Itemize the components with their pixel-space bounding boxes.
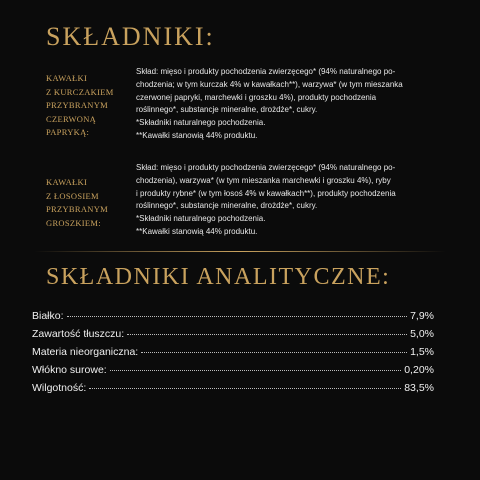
variant-salmon-composition — [136, 162, 436, 239]
label-line: Z KURCZAKIEM — [46, 86, 114, 97]
variant-chicken-label — [46, 72, 126, 140]
analysis-row-fibre — [32, 364, 434, 382]
analysis-label: Wilgotność: — [32, 382, 87, 394]
analysis-row-moisture — [32, 382, 434, 400]
analysis-value: 83,5% — [404, 382, 434, 394]
analysis-label: Włókno surowe: — [32, 364, 107, 376]
analysis-label: Materia nieorganiczna: — [32, 346, 139, 358]
composition-line: Skład: mięso i produkty pochodzenia zwierzęcego* (94% naturalnego po- — [136, 67, 396, 76]
analysis-label: Zawartość tłuszczu: — [32, 328, 125, 340]
composition-line: roślinnego*, substancje mineralne, drożdże*, cukry. — [136, 105, 318, 115]
label-line: PAPRYKĄ: — [46, 127, 90, 137]
analysis-value: 5,0% — [410, 328, 434, 340]
analysis-row-fat — [32, 328, 434, 346]
dot-leader — [110, 370, 402, 371]
composition-title: SKŁADNIKI: — [46, 22, 215, 51]
composition-footnote: *Składniki naturalnego pochodzenia. — [136, 214, 266, 224]
variant-chicken-composition — [136, 66, 436, 143]
composition-footnote: **Kawałki stanowią 44% produktu. — [136, 130, 258, 140]
label-line: PRZYBRANYM — [46, 204, 109, 214]
gold-divider — [34, 251, 446, 252]
analysis-label: Białko: — [32, 310, 64, 322]
label-line: GROSZKIEM: — [46, 217, 101, 228]
variant-salmon-label — [46, 176, 126, 230]
composition-line: i produkty rybne* (w tym łosoś 4% w kawałkach**), produkty pochodzenia — [136, 188, 396, 198]
composition-line: czerwonej papryki, marchewki i groszku 4%), produkty pochodzenia — [136, 92, 377, 102]
composition-line: Skład: mięso i produkty pochodzenia zwierzęcego* (94% naturalnego po- — [136, 163, 396, 172]
analysis-value: 7,9% — [410, 310, 434, 322]
composition-line: chodzenia; w tym kurczak 4% w kawałkach**), warzywa* (w tym mieszanka — [136, 79, 403, 89]
label-line: KAWAŁKI — [46, 177, 88, 187]
analysis-value: 1,5% — [410, 346, 434, 358]
label-line: CZERWONĄ — [46, 113, 97, 124]
composition-footnote: **Kawałki stanowią 44% produktu. — [136, 226, 258, 236]
label-line: Z ŁOSOSIEM — [46, 190, 99, 201]
composition-footnote: *Składniki naturalnego pochodzenia. — [136, 118, 266, 128]
dot-leader — [141, 352, 407, 353]
label-line: PRZYBRANYM — [46, 100, 109, 110]
analysis-table — [32, 310, 434, 400]
dot-leader — [89, 388, 401, 389]
dot-leader — [127, 334, 407, 335]
analysis-value: 0,20% — [404, 364, 434, 376]
composition-line: roślinnego*, substancje mineralne, drożdże*, cukry. — [136, 201, 318, 211]
label-line: KAWAŁKI — [46, 73, 88, 83]
analysis-title: SKŁADNIKI ANALITYCZNE: — [46, 264, 391, 290]
analysis-row-ash — [32, 346, 434, 364]
composition-line: chodzenia), warzywa* (w tym mieszanka marchewki i groszku 4%), ryby — [136, 175, 391, 185]
analysis-row-protein — [32, 310, 434, 328]
dot-leader — [67, 316, 408, 317]
